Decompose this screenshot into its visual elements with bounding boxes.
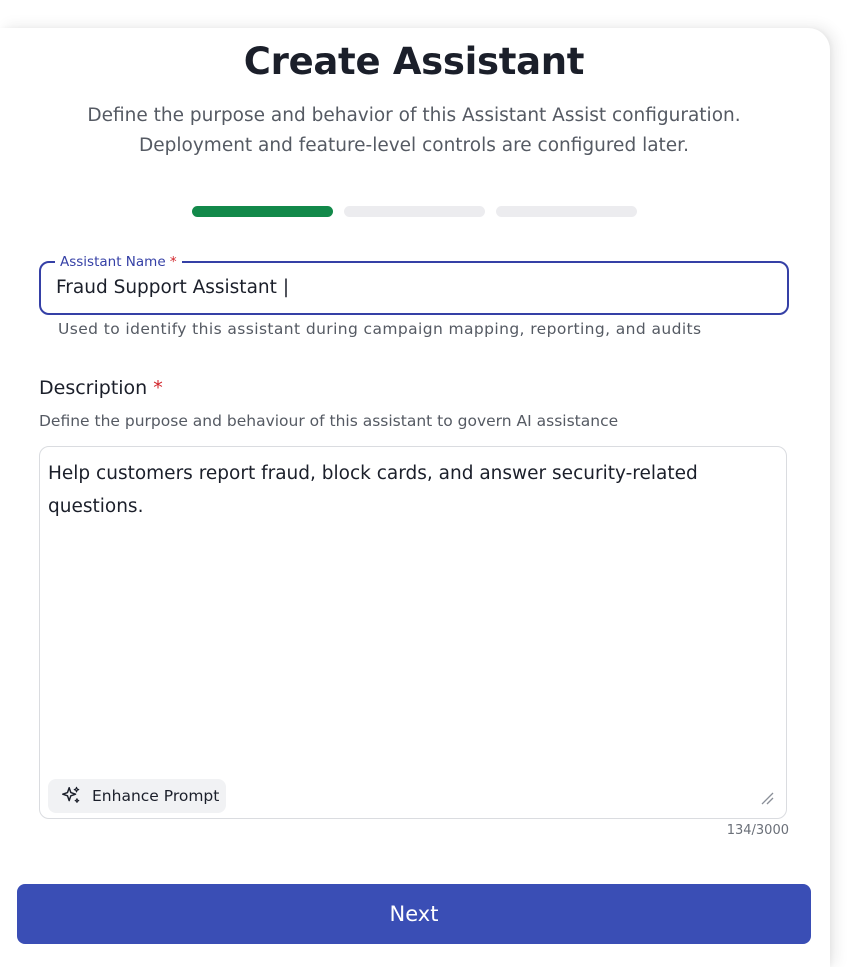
required-asterisk: * [169,254,177,270]
page-subtitle-line-1: Define the purpose and behavior of this Assistant Assist configuration. [87,105,741,126]
next-button[interactable]: Next [17,884,811,944]
text-caret: | [282,277,290,298]
page-subtitle-line-2: Deployment and feature-level controls are configured later. [139,135,689,156]
sparkle-icon [60,785,82,807]
assistant-name-helper: Used to identify this assistant during campaign mapping, reporting, and audits [58,320,702,338]
enhance-prompt-label: Enhance Prompt [92,787,220,805]
progress-step-2 [344,206,485,217]
assistant-name-label-text: Assistant Name [60,254,166,270]
progress-step-3 [496,206,637,217]
assistant-name-text: Fraud Support Assistant [56,277,277,298]
progress-step-1 [192,206,333,217]
description-hint: Define the purpose and behaviour of this assistant to govern AI assistance [39,412,619,430]
description-value[interactable]: Help customers report fraud, block cards, and answer security-related questions. [48,463,698,517]
assistant-name-label [55,254,182,270]
character-counter: 134/3000 [726,823,789,838]
required-asterisk: * [153,377,163,399]
description-label [39,377,163,399]
assistant-name-value[interactable] [56,276,289,300]
page-title: Create Assistant [243,40,585,83]
description-label-text: Description [39,377,148,399]
resize-handle-icon[interactable] [760,791,774,805]
enhance-prompt-button[interactable] [48,779,226,813]
